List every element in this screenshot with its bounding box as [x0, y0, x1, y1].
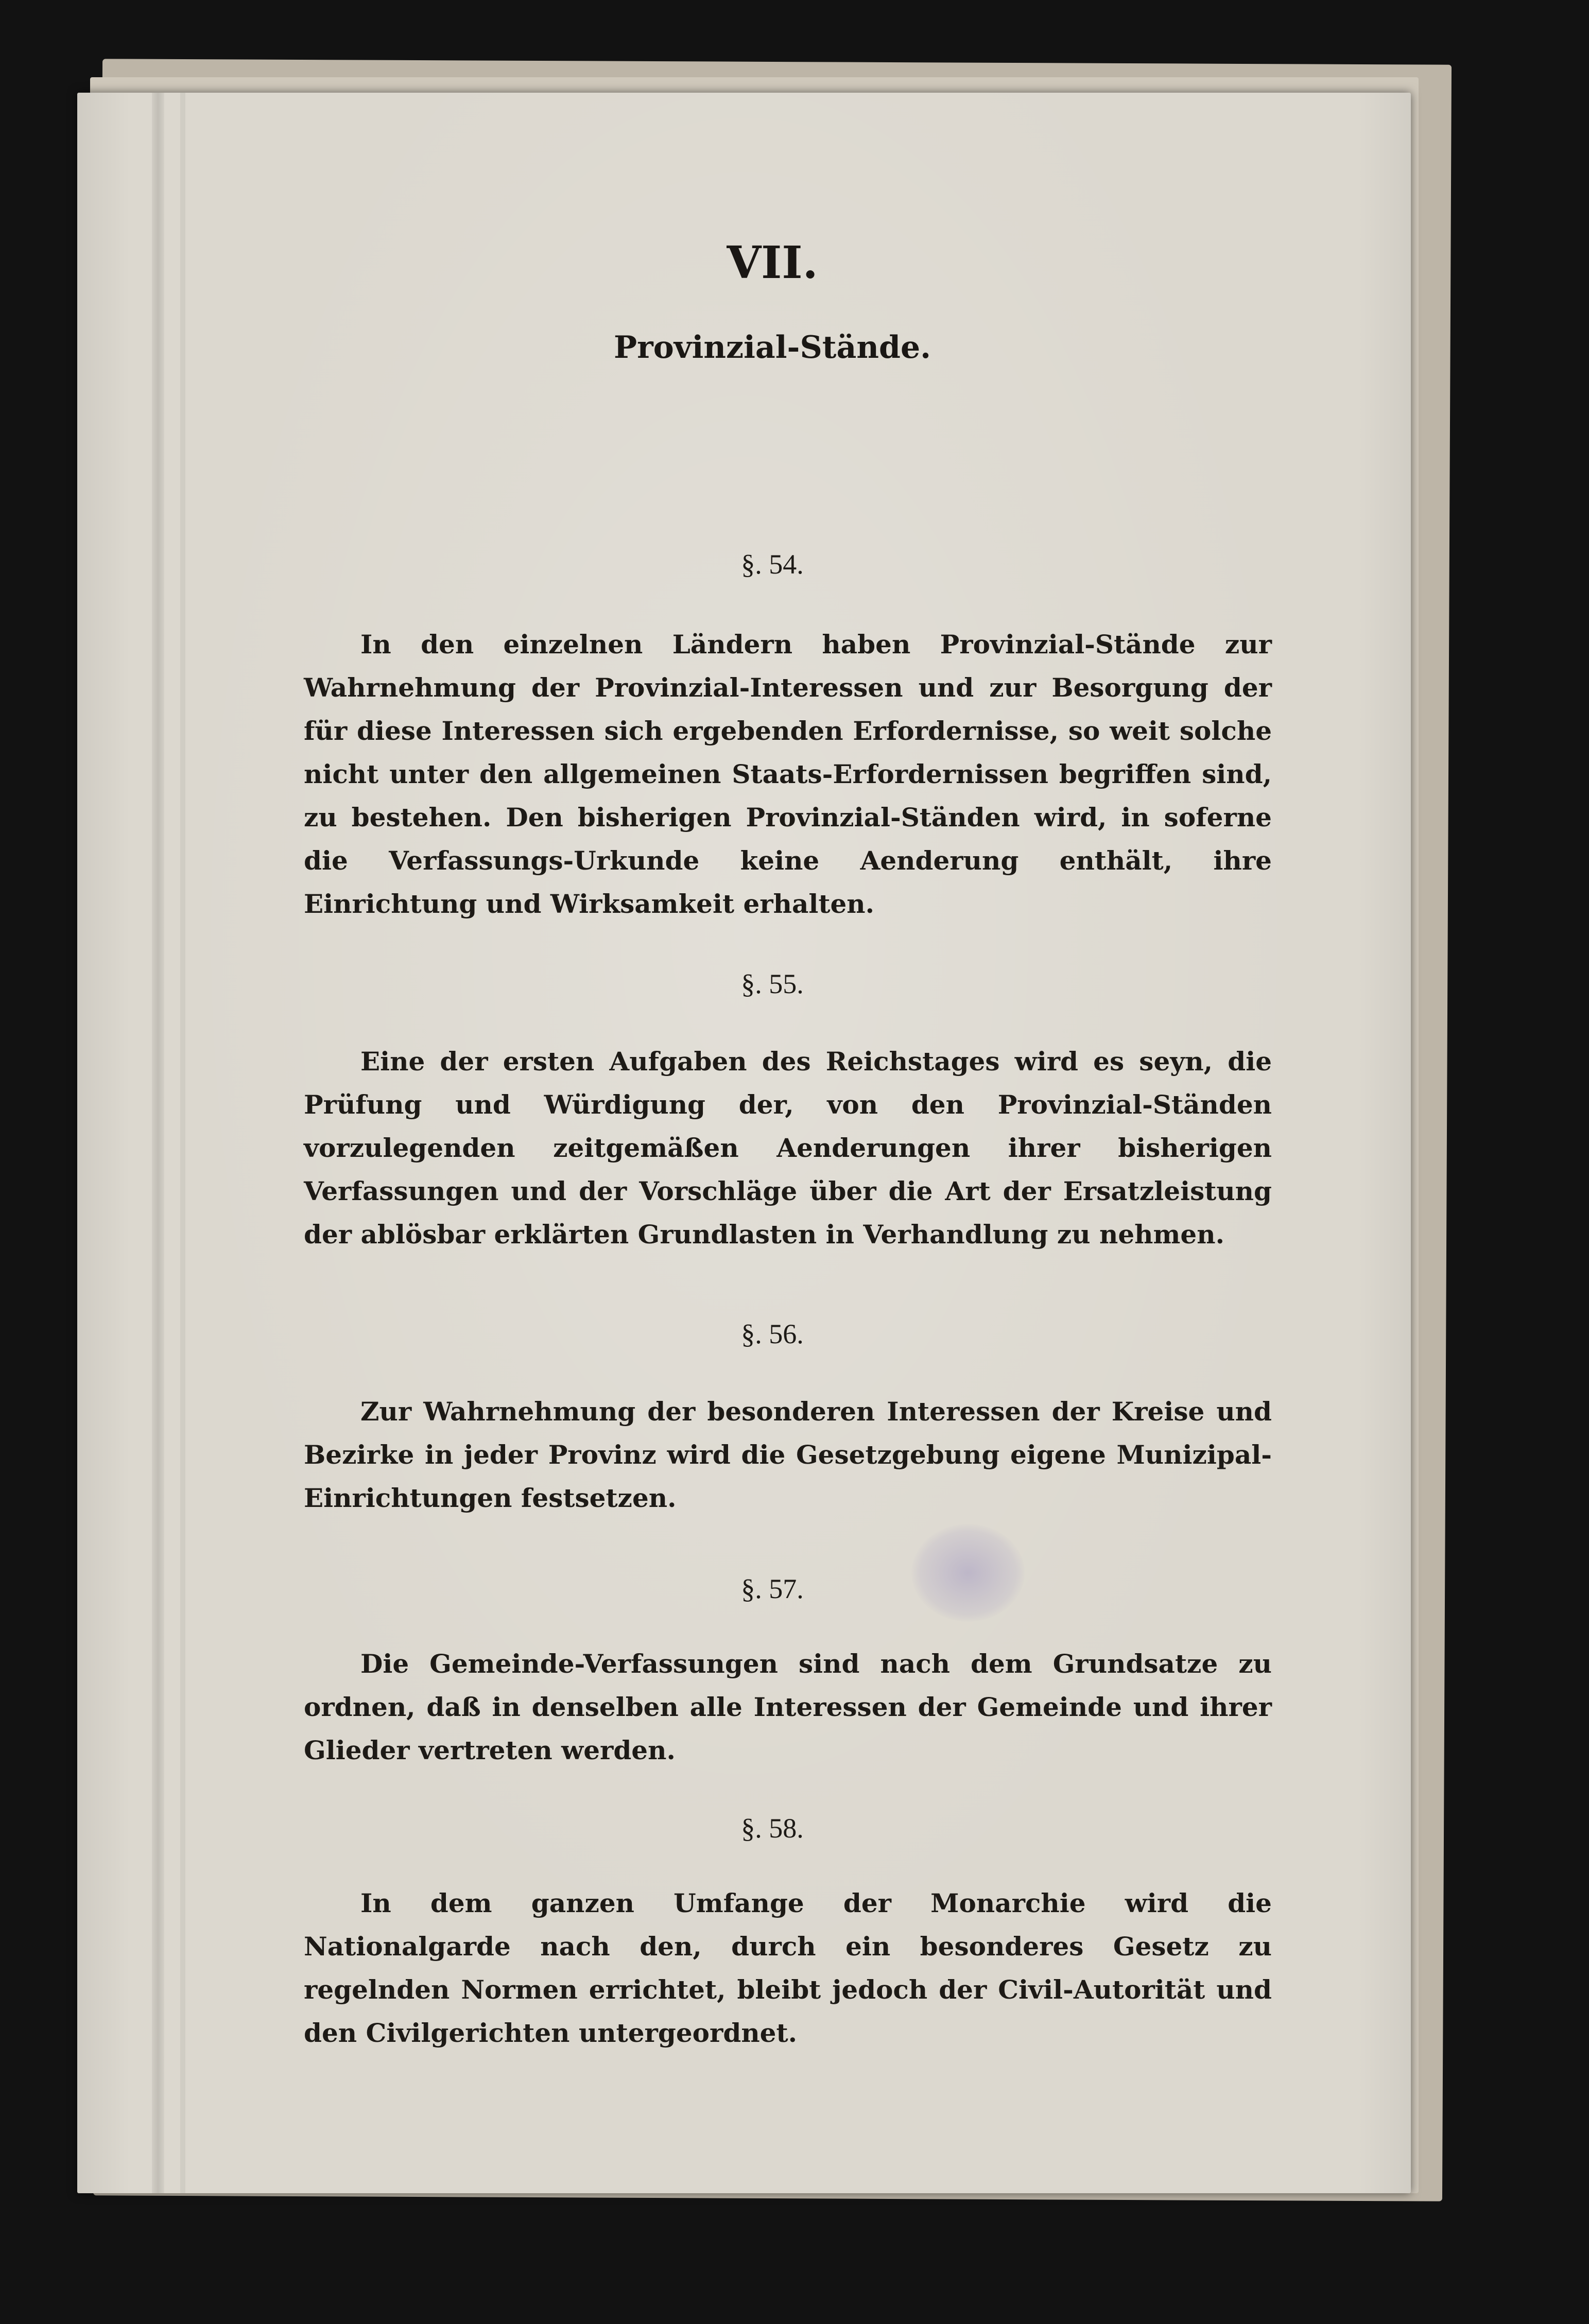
chapter-title: Provinzial-Stände.	[613, 329, 931, 366]
library-stamp	[911, 1524, 1025, 1622]
section-56-text: Zur Wahrnehmung der besonderen Interessen der Kreise und Bezirke in jeder Provinz wird die Gesetzgebung eigene Munizipal-Einrichtungen festsetzen.	[304, 1396, 1272, 1513]
section-57-heading: §. 57.	[741, 1573, 804, 1604]
section-54-heading: §. 54.	[741, 549, 804, 580]
chapter-number: VII.	[727, 237, 818, 289]
section-55-heading: §. 55.	[741, 968, 804, 999]
section-58-heading: §. 58.	[741, 1813, 804, 1844]
page-fold-2	[180, 93, 185, 2193]
section-55-text: Eine der ersten Aufgaben des Reichstages wird es seyn, die Prüfung und Würdigung der, von den Provinzial-Ständen vorzulegenden zeitgemäßen Aenderungen ihrer bisherigen Verfassungen und der Vorschläge über die Art der Ersatzleistung der ablösbar erklärten Grundlasten in Verhandlung zu nehmen.	[304, 1046, 1272, 1250]
section-54-text: In den einzelnen Ländern haben Provinzial-Stände zur Wahrnehmung der Provinzial-Interessen und zur Besorgung der für diese Interessen sich ergebenden Erfordernisse, so weit solche nicht unter den allgemeinen Staats-Erfordernissen begriffen sind, zu bestehen. Den bisherigen Provinzial-Ständen wird, in soferne die Verfassungs-Urkunde keine Aenderung enthält, ihre Einrichtung und Wirksamkeit erhalten.	[304, 629, 1272, 919]
section-56-heading: §. 56.	[741, 1319, 804, 1349]
section-58-text: In dem ganzen Umfange der Monarchie wird die Nationalgarde nach den, durch ein besonderes Gesetz zu regelnden Normen errichtet, bleibt jedoch der Civil-Autorität und den Civilgerichten untergeordnet.	[304, 1888, 1272, 2048]
page-fold	[152, 93, 164, 2193]
section-57-text: Die Gemeinde-Verfassungen sind nach dem Grundsatze zu ordnen, daß in denselben alle Interessen der Gemeinde und ihrer Glieder vertreten werden.	[304, 1649, 1272, 1765]
